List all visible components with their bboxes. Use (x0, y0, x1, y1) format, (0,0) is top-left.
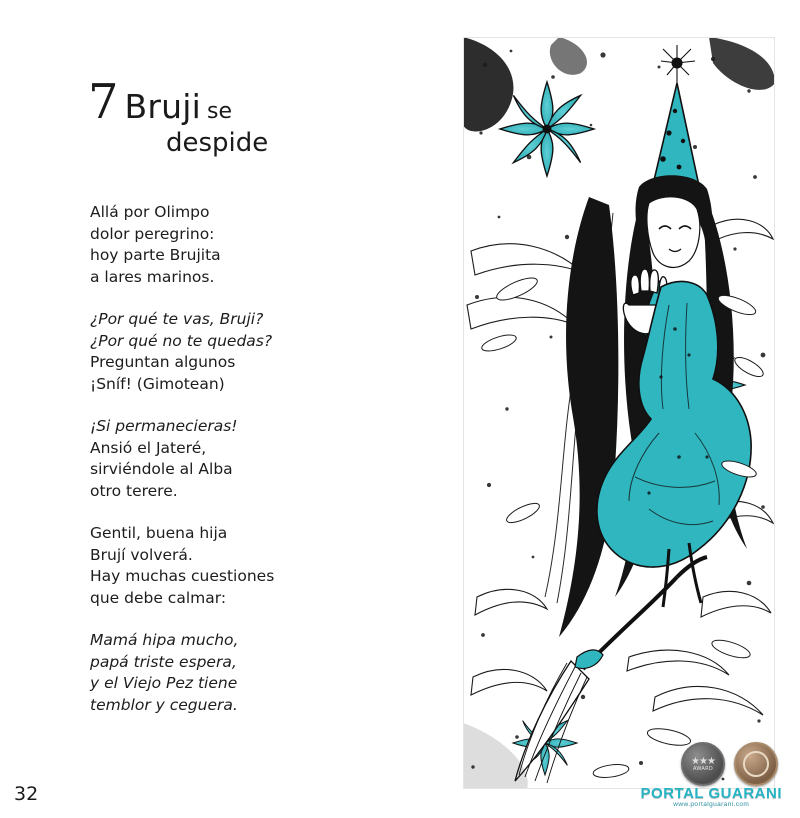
watermark-title: PORTAL GUARANI (640, 785, 782, 802)
poem-line: hoy parte Brujita (90, 246, 221, 264)
poem-stanza (90, 630, 390, 716)
badge-group (681, 742, 778, 786)
poem-stanza (90, 416, 390, 502)
poem-stanza (90, 202, 390, 288)
poem-line: papá triste espera, (90, 652, 237, 671)
poem-line: Mamá hipa mucho, (90, 631, 239, 649)
poem-body (90, 202, 390, 716)
seal-ring-icon (743, 751, 769, 777)
poem-line: Brují volverá. (90, 545, 193, 564)
poem-line: Allá por Olimpo (90, 203, 210, 221)
poem-line: Gentil, buena hija (90, 524, 228, 542)
page-number: 32 (14, 783, 39, 805)
poem-line: Hay muchas cuestiones (90, 567, 275, 585)
stars-icon: ★★★ (691, 755, 715, 767)
poem-line: Preguntan algunos (90, 353, 236, 371)
poem-line: que debe calmar: (90, 588, 227, 607)
poem-line: y el Viejo Pez tiene (90, 674, 238, 692)
chapter-title-main: Bruji (124, 87, 202, 126)
poem-line: ¡Si permanecieras! (90, 417, 238, 435)
chapter-title-second: despide (166, 128, 269, 158)
chapter-title-small: se (207, 99, 233, 124)
badge-sub-label: AWARD (692, 765, 714, 772)
witch-girl-illustration (463, 37, 775, 789)
chapter-number: 7 (88, 74, 119, 130)
seal-badge (734, 742, 778, 786)
poem-line: ¿Por qué no te quedas? (90, 331, 273, 350)
title-first-line (88, 74, 418, 130)
page-title (88, 74, 418, 158)
poem-stanza (90, 309, 390, 395)
poem-line: temblor y ceguera. (90, 695, 238, 714)
poem-line: dolor peregrino: (90, 224, 215, 243)
poem-line: ¿Por qué te vas, Bruji? (90, 310, 264, 328)
poem-line: sirviéndole al Alba (90, 460, 233, 478)
poem-line: otro terere. (90, 481, 178, 500)
watermark (641, 786, 782, 809)
poem-stanza (90, 523, 390, 609)
rating-stars-badge (681, 742, 725, 786)
poem-line: Ansió el Jateré, (90, 438, 207, 457)
poem-line: ¡Sníf! (Gimotean) (90, 374, 225, 393)
poem-line: a lares marinos. (90, 267, 215, 286)
watermark-url: www.portalguarani.com (673, 801, 750, 808)
